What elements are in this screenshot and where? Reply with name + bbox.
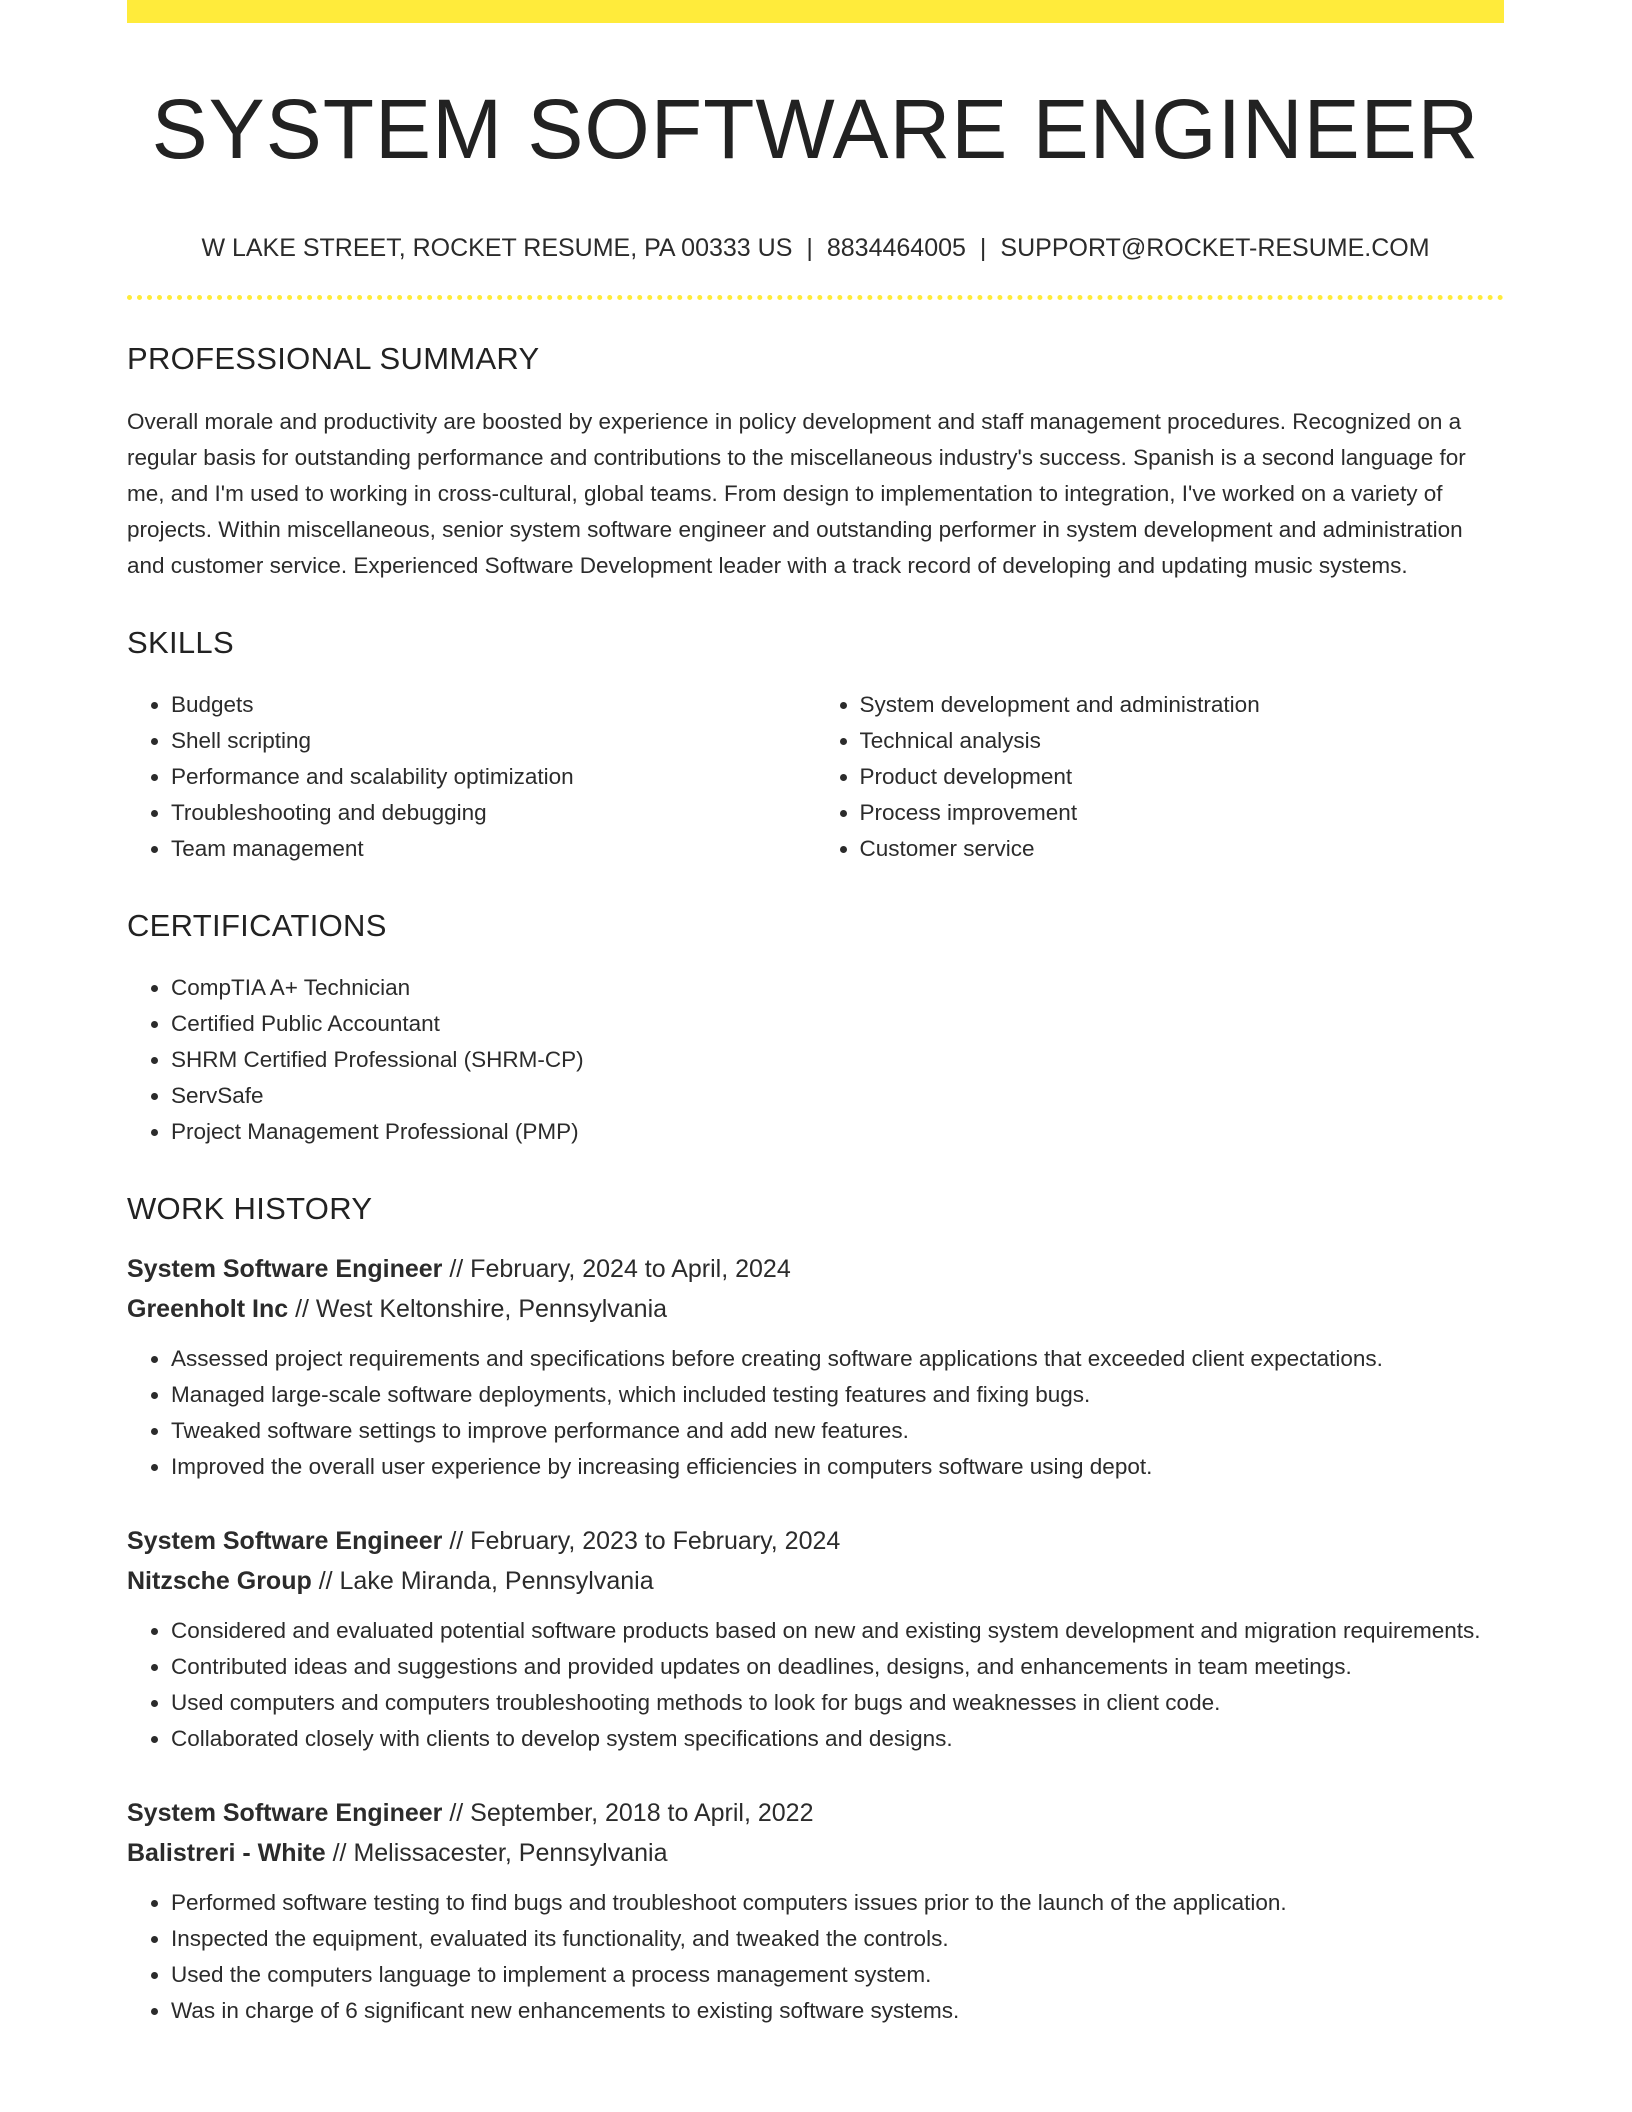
job-bullet: • Contributed ideas and suggestions and provided updates on deadlines, designs, and enhancements in team meetings. [171, 1649, 1504, 1685]
job-dates: // September, 2018 to April, 2022 [442, 1799, 814, 1828]
skills-list-left [127, 687, 816, 867]
job-location: // West Keltonshire, Pennsylvania [288, 1295, 668, 1324]
accent-bar [127, 0, 1504, 23]
certifications-list [127, 970, 1504, 1150]
job-dates: // February, 2024 to April, 2024 [442, 1255, 791, 1284]
resume-page [127, 0, 1504, 2029]
job-company: Nitzsche Group [127, 1567, 312, 1596]
job-bullets [127, 1613, 1504, 1757]
skill-item: • Troubleshooting and debugging [171, 795, 816, 831]
contact-phone: 8834464005 [826, 234, 966, 263]
job-bullet: • Collaborated closely with clients to develop system specifications and designs. [171, 1721, 1504, 1757]
job-bullet: • Improved the overall user experience by increasing efficiencies in computers software using depot. [171, 1449, 1504, 1485]
skills-list-right [816, 687, 1505, 867]
skill-item: • System development and administration [860, 687, 1505, 723]
contact-address: W LAKE STREET, ROCKET RESUME, PA 00333 US [201, 234, 793, 263]
job-bullets [127, 1341, 1504, 1485]
certifications-heading: CERTIFICATIONS [127, 907, 387, 943]
job-company-line [127, 1561, 1504, 1601]
summary-text: Overall morale and productivity are boosted by experience in policy development and staff management procedures. Recognized on a regular basis for outstanding performance and contributions to the miscellaneous industry's success. Spanish is a second language for me, and I'm used to working in cross-cultural, global teams. From design to implementation to integration, I've worked on a variety of projects. Within miscellaneous, senior system software engineer and outstanding performer in system development and administration and customer service. Experienced Software Development leader with a track record of developing and updating music systems. [127, 408, 1466, 578]
job-company-line [127, 1833, 1504, 1873]
job-bullet: • Performed software testing to find bugs and troubleshoot computers issues prior to the launch of the application. [171, 1885, 1504, 1921]
skill-item: • Performance and scalability optimization [171, 759, 816, 795]
skill-item: • Budgets [171, 687, 816, 723]
skills-columns [127, 687, 1504, 867]
job-bullet: • Inspected the equipment, evaluated its functionality, and tweaked the controls. [171, 1921, 1504, 1957]
job-location: // Melissacester, Pennsylvania [325, 1839, 668, 1868]
job-role-line [127, 1249, 1504, 1289]
skills-heading: SKILLS [127, 624, 234, 660]
job-entry [127, 1249, 1504, 1485]
job-company: Balistreri - White [127, 1839, 326, 1868]
certification-item: • CompTIA A+ Technician [171, 970, 1504, 1006]
job-bullet: • Used computers and computers troubleshooting methods to look for bugs and weaknesses in client code. [171, 1685, 1504, 1721]
skill-item: • Process improvement [860, 795, 1505, 831]
job-bullet: • Considered and evaluated potential software products based on new and existing system development and migration requirements. [171, 1613, 1504, 1649]
skill-item: • Shell scripting [171, 723, 816, 759]
work-history-heading: WORK HISTORY [127, 1190, 373, 1226]
job-role: System Software Engineer [127, 1527, 443, 1556]
contact-email: SUPPORT@ROCKET-RESUME.COM [1000, 234, 1430, 263]
job-bullet: • Tweaked software settings to improve performance and add new features. [171, 1413, 1504, 1449]
job-entry [127, 1521, 1504, 1757]
job-bullets [127, 1885, 1504, 2029]
certification-item: • Certified Public Accountant [171, 1006, 1504, 1042]
resume-title: SYSTEM SOFTWARE ENGINEER [151, 82, 1480, 176]
certification-item: • Project Management Professional (PMP) [171, 1114, 1504, 1150]
skill-item: • Team management [171, 831, 816, 867]
job-bullet: • Used the computers language to implement a process management system. [171, 1957, 1504, 1993]
skill-item: • Technical analysis [860, 723, 1505, 759]
job-bullet: • Managed large-scale software deployments, which included testing features and fixing bugs. [171, 1377, 1504, 1413]
skill-item: • Customer service [860, 831, 1505, 867]
job-role: System Software Engineer [127, 1799, 443, 1828]
job-role-line [127, 1521, 1504, 1561]
job-dates: // February, 2023 to February, 2024 [442, 1527, 841, 1556]
dotted-divider [127, 295, 1504, 300]
job-role: System Software Engineer [127, 1255, 443, 1284]
job-role-line [127, 1793, 1504, 1833]
summary-heading: PROFESSIONAL SUMMARY [127, 341, 540, 377]
contact-separator: | [806, 234, 813, 263]
contact-separator: | [979, 234, 987, 263]
job-company: Greenholt Inc [127, 1295, 289, 1324]
job-company-line [127, 1289, 1504, 1329]
certification-item: • SHRM Certified Professional (SHRM-CP) [171, 1042, 1504, 1078]
job-entry [127, 1793, 1504, 2029]
job-bullet: • Assessed project requirements and specifications before creating software applications that exceeded client expectations. [171, 1341, 1504, 1377]
certification-item: • ServSafe [171, 1078, 1504, 1114]
job-bullet: • Was in charge of 6 significant new enhancements to existing software systems. [171, 1993, 1504, 2029]
job-location: // Lake Miranda, Pennsylvania [311, 1567, 654, 1596]
contact-line [127, 233, 1504, 263]
skill-item: • Product development [860, 759, 1505, 795]
